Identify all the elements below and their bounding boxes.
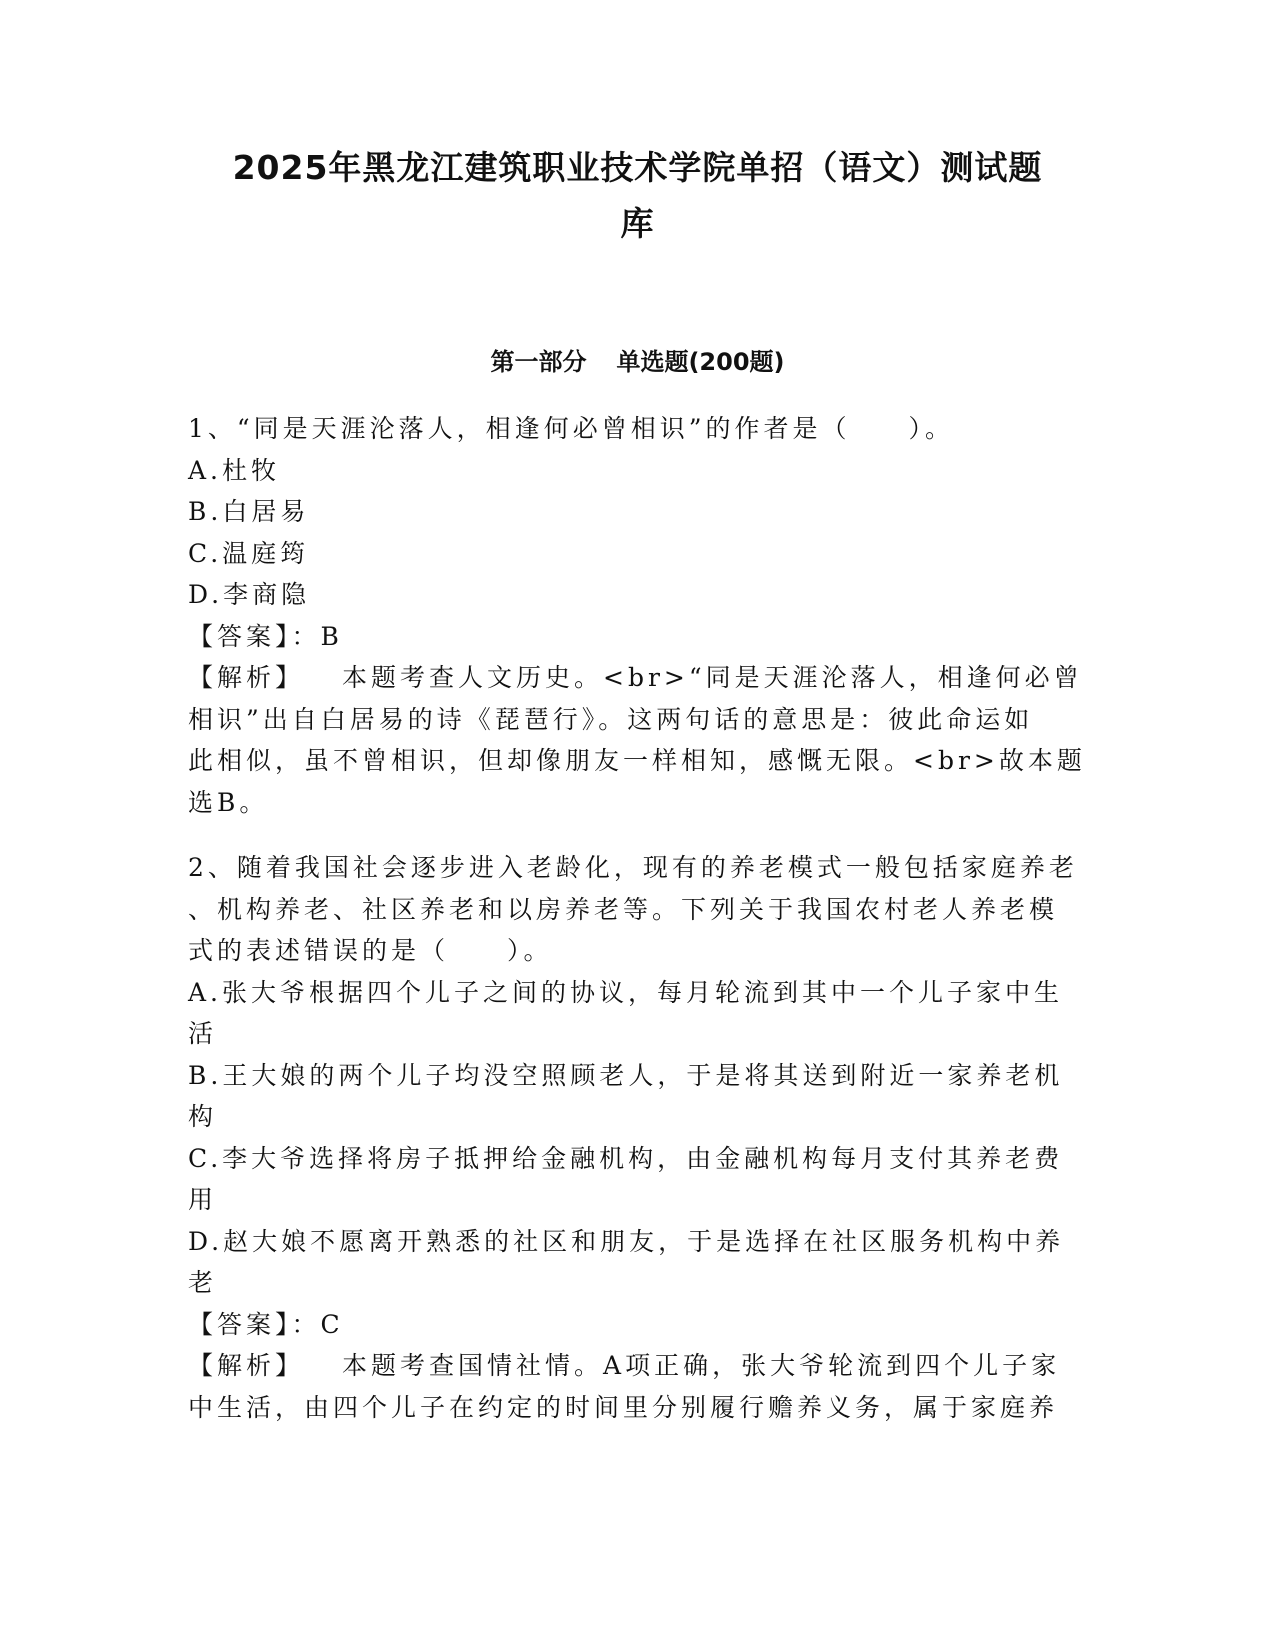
question-stem-line: 2、随着我国社会逐步进入老龄化，现有的养老模式一般包括家庭养老 bbox=[188, 853, 1078, 882]
answer-line bbox=[188, 616, 1068, 658]
answer-value: ：B bbox=[291, 621, 343, 651]
option-d-cont: 老 bbox=[188, 1268, 218, 1297]
analysis-line: 选B。 bbox=[188, 787, 269, 817]
option-b-cont: 构 bbox=[188, 1102, 218, 1131]
option-a: A.杜牧 bbox=[188, 455, 281, 485]
option-c-cont: 用 bbox=[188, 1185, 218, 1214]
option-c: C.温庭筠 bbox=[188, 538, 310, 568]
option-c: C.李大爷选择将房子抵押给金融机构，由金融机构每月支付其养老费 bbox=[188, 1143, 1064, 1173]
title-line-1: 2025年黑龙江建筑职业技术学院单招（语文）测试题 bbox=[232, 148, 1043, 187]
analysis-label: 【解析】 bbox=[188, 663, 305, 692]
section-part: 第一部分 bbox=[490, 348, 587, 376]
option-d: D.李商隐 bbox=[188, 580, 311, 609]
answer-line bbox=[188, 1304, 1068, 1346]
option-a: A.张大爷根据四个儿子之间的协议，每月轮流到其中一个儿子家中生 bbox=[188, 977, 1064, 1007]
analysis-line: 此相似，虽不曾相识，但却像朋友一样相知，感慨无限。<br>故本题 bbox=[188, 746, 1086, 775]
question-list bbox=[188, 408, 1086, 1428]
option-b: B.王大娘的两个儿子均没空照顾老人，于是将其送到附近一家养老机 bbox=[188, 1060, 1064, 1090]
analysis-line: 中生活，由四个儿子在约定的时间里分别履行赡养义务，属于家庭养 bbox=[188, 1392, 1059, 1422]
answer-value: ：C bbox=[291, 1309, 344, 1339]
analysis-line: 相识”出自白居易的诗《琵琶行》。这两句话的意思是：彼此命运如 bbox=[188, 704, 1034, 734]
question-1 bbox=[188, 408, 1086, 823]
analysis-text: 本题考查国情社情。A项正确，张大爷轮流到四个儿子家 bbox=[342, 1351, 1061, 1380]
title-line-2: 库 bbox=[620, 204, 655, 243]
question-2 bbox=[188, 847, 1078, 1428]
question-stem-line: 式的表述错误的是（ ）。 bbox=[188, 936, 553, 965]
answer-label: 【答案】 bbox=[188, 621, 292, 651]
analysis-text: 本题考查人文历史。<br>“同是天涯沦落人，相逢何必曾 bbox=[342, 663, 1083, 692]
option-b: B.白居易 bbox=[188, 497, 310, 526]
question-stem-line: 、机构养老、社区养老和以房养老等。下列关于我国农村老人养老模 bbox=[188, 894, 1059, 924]
question-stem-line: 1、“同是天涯沦落人，相逢何必曾相识”的作者是（ ）。 bbox=[188, 414, 954, 443]
document-title bbox=[180, 140, 1095, 252]
section-name: 单选题(200题) bbox=[616, 348, 785, 376]
section-heading bbox=[180, 345, 1095, 379]
analysis-label: 【解析】 bbox=[188, 1351, 305, 1380]
option-d: D.赵大娘不愿离开熟悉的社区和朋友，于是选择在社区服务机构中养 bbox=[188, 1226, 1065, 1256]
option-a-cont: 活 bbox=[188, 1019, 218, 1048]
answer-label: 【答案】 bbox=[188, 1309, 292, 1339]
analysis-line bbox=[188, 1345, 1068, 1387]
analysis-line bbox=[188, 657, 1083, 699]
